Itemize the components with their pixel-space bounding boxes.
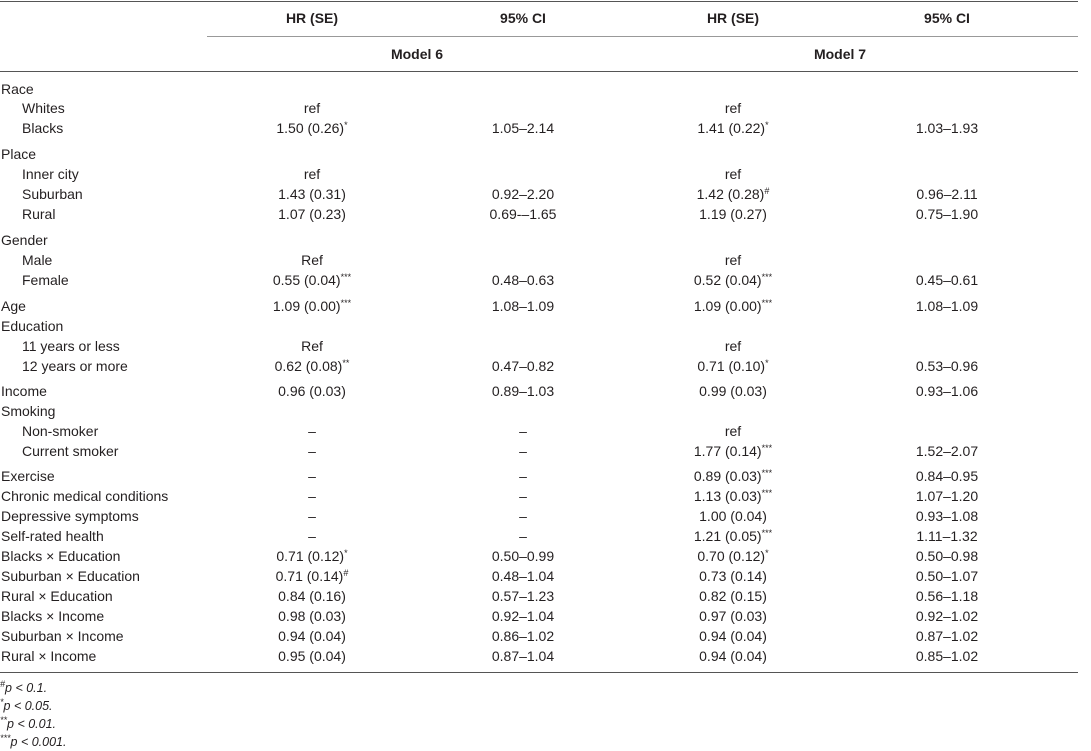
cell-hr7 xyxy=(699,586,767,606)
cell-value: – xyxy=(519,443,527,459)
cell-value: 1.03–1.93 xyxy=(915,120,979,136)
cell-value: 0.45–0.61 xyxy=(915,272,979,288)
cell-value: 0.93–1.08 xyxy=(915,508,979,524)
cell-hr6 xyxy=(308,421,316,441)
row-label: Rural xyxy=(22,206,56,222)
cell-hr6 xyxy=(276,566,349,586)
cell-ci7 xyxy=(916,526,977,546)
significance-marker: # xyxy=(764,186,770,196)
cell-ci6 xyxy=(492,626,554,646)
cell-value: 0.89 (0.03) xyxy=(693,468,762,484)
cell-ci7 xyxy=(916,606,978,626)
cell-value: 0.89–1.03 xyxy=(491,383,555,399)
cell-hr7 xyxy=(699,381,767,401)
footnote-text: p < 0.01. xyxy=(7,717,57,731)
cell-value: 0.57–1.23 xyxy=(491,588,555,604)
row-label: Place xyxy=(1,146,37,162)
cell-hr7 xyxy=(699,566,767,586)
cell-hr7 xyxy=(725,98,741,118)
footnote-symbol: * xyxy=(0,697,4,707)
cell-hr6 xyxy=(278,626,346,646)
row-label: Inner city xyxy=(22,166,79,182)
cell-hr6 xyxy=(301,250,323,270)
row-label: Age xyxy=(1,298,26,314)
cell-value: 0.75–1.90 xyxy=(915,206,979,222)
cell-value: 1.21 (0.05) xyxy=(693,528,762,544)
top-rule xyxy=(0,1,1078,2)
footnote-symbol: # xyxy=(0,679,6,689)
cell-hr6 xyxy=(278,381,346,401)
cell-value: ref xyxy=(303,100,321,116)
row-label: Gender xyxy=(1,232,48,248)
cell-value: 0.95 (0.04) xyxy=(278,648,346,664)
cell-hr7 xyxy=(699,646,767,666)
header-ci-model7: 95% CI xyxy=(924,10,970,26)
cell-value: – xyxy=(308,423,316,439)
cell-value: 0.56–1.18 xyxy=(915,588,979,604)
model6-label: Model 6 xyxy=(390,46,444,62)
row-label: Race xyxy=(1,81,34,97)
cell-ci7 xyxy=(916,381,978,401)
cell-value: 0.71 (0.14) xyxy=(275,568,344,584)
cell-value: ref xyxy=(724,423,742,439)
row-label: Depressive symptoms xyxy=(1,508,139,524)
cell-ci6 xyxy=(519,486,527,506)
cell-value: 0.86–1.02 xyxy=(491,628,555,644)
cell-value: 0.94 (0.04) xyxy=(278,628,346,644)
cell-value: ref xyxy=(724,100,742,116)
significance-marker: * xyxy=(344,548,348,558)
cell-value: – xyxy=(519,508,527,524)
cell-ci7 xyxy=(916,566,978,586)
cell-ci6 xyxy=(519,466,527,486)
cell-hr6 xyxy=(278,606,346,626)
cell-value: 0.71 (0.12) xyxy=(276,548,345,564)
cell-ci7 xyxy=(916,270,978,290)
cell-value: ref xyxy=(724,166,742,182)
cell-value: 0.87–1.02 xyxy=(915,628,979,644)
cell-value: 0.47–0.82 xyxy=(491,358,555,374)
cell-hr7 xyxy=(697,356,768,376)
row-label: 12 years or more xyxy=(22,358,128,374)
cell-value: 0.82 (0.15) xyxy=(699,588,767,604)
row-label: Blacks xyxy=(22,120,64,136)
cell-hr6 xyxy=(304,98,320,118)
footnote-symbol: *** xyxy=(0,733,11,743)
cell-value: 1.41 (0.22) xyxy=(697,120,766,136)
cell-value: Ref xyxy=(301,252,323,268)
cell-hr7 xyxy=(699,506,767,526)
cell-value: 0.50–0.98 xyxy=(915,548,979,564)
significance-marker: *** xyxy=(761,298,773,308)
cell-hr6 xyxy=(276,546,347,566)
cell-value: 0.73 (0.14) xyxy=(699,568,767,584)
significance-marker: * xyxy=(765,120,769,130)
cell-hr7 xyxy=(694,296,772,316)
row-label: Smoking xyxy=(1,403,56,419)
cell-value: 0.53–0.96 xyxy=(915,358,979,374)
cell-hr7 xyxy=(697,184,770,204)
footnote xyxy=(0,697,53,715)
cell-value: 0.96 (0.03) xyxy=(278,383,346,399)
cell-ci7 xyxy=(916,184,977,204)
cell-hr7 xyxy=(697,118,768,138)
significance-marker: # xyxy=(343,568,349,578)
row-label: Male xyxy=(22,252,53,268)
cell-value: 1.07–1.20 xyxy=(915,488,979,504)
cell-hr7 xyxy=(699,606,767,626)
cell-value: – xyxy=(308,488,316,504)
cell-ci7 xyxy=(916,626,978,646)
cell-ci7 xyxy=(916,441,978,461)
cell-ci7 xyxy=(916,356,978,376)
cell-value: 0.93–1.06 xyxy=(915,383,979,399)
significance-marker: *** xyxy=(761,488,773,498)
cell-hr7 xyxy=(725,421,741,441)
cell-value: 1.11–1.32 xyxy=(916,528,978,544)
cell-value: 1.08–1.09 xyxy=(915,298,979,314)
significance-marker: *** xyxy=(761,468,773,478)
cell-value: 1.52–2.07 xyxy=(915,443,979,459)
header-hr-model6: HR (SE) xyxy=(285,10,339,26)
cell-value: – xyxy=(519,488,527,504)
cell-value: 0.84–0.95 xyxy=(915,468,979,484)
cell-value: ref xyxy=(724,338,742,354)
row-label: Rural × Education xyxy=(1,588,113,604)
row-label: Exercise xyxy=(1,468,55,484)
row-label: Education xyxy=(1,318,64,334)
row-label: Blacks × Education xyxy=(1,548,121,564)
header-mid-rule xyxy=(207,36,1078,37)
footnote xyxy=(0,679,47,697)
cell-value: – xyxy=(308,468,316,484)
cell-value: Ref xyxy=(301,338,323,354)
significance-marker: * xyxy=(765,548,769,558)
footnote-text: p < 0.1. xyxy=(5,681,48,695)
cell-hr6 xyxy=(276,118,347,138)
cell-value: 0.98 (0.03) xyxy=(278,608,346,624)
cell-hr7 xyxy=(699,626,767,646)
cell-hr7 xyxy=(699,204,767,224)
footnote-text: p < 0.001. xyxy=(10,735,67,749)
cell-hr6 xyxy=(273,270,351,290)
cell-value: 1.43 (0.31) xyxy=(278,186,346,202)
cell-ci7 xyxy=(916,586,978,606)
cell-value: 1.08–1.09 xyxy=(491,298,555,314)
footnote-symbol: ** xyxy=(0,715,8,725)
footnote-text: p < 0.05. xyxy=(3,699,53,713)
significance-marker: *** xyxy=(340,298,352,308)
cell-ci7 xyxy=(916,486,978,506)
cell-value: – xyxy=(308,508,316,524)
cell-value: 0.55 (0.04) xyxy=(272,272,341,288)
cell-value: – xyxy=(519,528,527,544)
cell-value: 0.85–1.02 xyxy=(915,648,979,664)
cell-ci6 xyxy=(490,204,557,224)
cell-value: – xyxy=(308,443,316,459)
cell-value: 1.00 (0.04) xyxy=(699,508,767,524)
cell-hr6 xyxy=(278,586,346,606)
cell-hr6 xyxy=(308,506,316,526)
cell-value: 0.48–1.04 xyxy=(491,568,555,584)
cell-value: – xyxy=(308,528,316,544)
cell-ci7 xyxy=(916,506,978,526)
cell-ci6 xyxy=(492,646,554,666)
cell-value: 1.09 (0.00) xyxy=(693,298,762,314)
cell-hr6 xyxy=(278,184,346,204)
cell-hr6 xyxy=(273,296,351,316)
significance-marker: ** xyxy=(342,358,350,368)
significance-marker: *** xyxy=(761,272,773,282)
row-label: Suburban × Education xyxy=(1,568,140,584)
cell-hr7 xyxy=(697,546,768,566)
cell-value: 1.77 (0.14) xyxy=(693,443,762,459)
cell-value: 1.42 (0.28) xyxy=(696,186,765,202)
cell-ci6 xyxy=(519,506,527,526)
footnote xyxy=(0,715,56,733)
cell-value: – xyxy=(519,423,527,439)
footnote xyxy=(0,733,66,751)
cell-ci7 xyxy=(916,118,978,138)
cell-ci6 xyxy=(519,421,527,441)
header-hr-model7: HR (SE) xyxy=(706,10,760,26)
row-label: Female xyxy=(22,272,69,288)
cell-value: 0.50–0.99 xyxy=(491,548,555,564)
cell-hr6 xyxy=(301,336,323,356)
significance-marker: * xyxy=(765,358,769,368)
cell-hr6 xyxy=(278,204,346,224)
cell-value: 0.99 (0.03) xyxy=(699,383,767,399)
cell-value: 0.87–1.04 xyxy=(491,648,555,664)
cell-hr7 xyxy=(694,441,772,461)
row-label: Whites xyxy=(22,100,65,116)
row-label: Suburban × Income xyxy=(1,628,124,644)
cell-ci6 xyxy=(492,546,554,566)
cell-ci6 xyxy=(492,118,554,138)
row-label: Suburban xyxy=(22,186,83,202)
cell-hr6 xyxy=(308,441,316,461)
header-bottom-rule xyxy=(0,71,1078,72)
cell-ci6 xyxy=(492,356,554,376)
cell-value: 1.09 (0.00) xyxy=(272,298,341,314)
significance-marker: *** xyxy=(761,443,773,453)
cell-hr6 xyxy=(308,466,316,486)
cell-value: 0.97 (0.03) xyxy=(699,608,767,624)
cell-hr7 xyxy=(694,466,772,486)
cell-ci6 xyxy=(519,441,527,461)
cell-ci6 xyxy=(492,606,554,626)
row-label: Non-smoker xyxy=(22,423,99,439)
significance-marker: *** xyxy=(340,272,352,282)
cell-value: 0.50–1.07 xyxy=(915,568,979,584)
header-ci-model6: 95% CI xyxy=(500,10,546,26)
cell-value: 0.70 (0.12) xyxy=(697,548,766,564)
cell-ci7 xyxy=(916,296,978,316)
cell-ci6 xyxy=(492,296,554,316)
cell-value: 0.96–2.11 xyxy=(916,186,978,202)
cell-value: 1.19 (0.27) xyxy=(699,206,767,222)
significance-marker: *** xyxy=(761,528,773,538)
cell-hr7 xyxy=(694,486,772,506)
bottom-rule xyxy=(0,672,1078,673)
cell-value: 1.07 (0.23) xyxy=(278,206,346,222)
cell-value: 0.92–1.02 xyxy=(915,608,979,624)
cell-ci6 xyxy=(492,270,554,290)
row-label: Current smoker xyxy=(22,443,119,459)
row-label: Rural × Income xyxy=(1,648,97,664)
cell-hr6 xyxy=(304,164,320,184)
cell-hr7 xyxy=(725,250,741,270)
cell-hr7 xyxy=(725,164,741,184)
row-label: Self-rated health xyxy=(1,528,104,544)
row-label: 11 years or less xyxy=(22,338,120,354)
significance-marker: * xyxy=(344,120,348,130)
cell-hr7 xyxy=(694,526,772,546)
row-label: Blacks × Income xyxy=(1,608,105,624)
cell-ci6 xyxy=(492,586,554,606)
cell-value: 0.52 (0.04) xyxy=(693,272,762,288)
cell-ci6 xyxy=(492,184,554,204)
cell-value: 0.84 (0.16) xyxy=(278,588,346,604)
model7-label: Model 7 xyxy=(813,46,867,62)
cell-value: 0.62 (0.08) xyxy=(274,358,343,374)
cell-value: 0.48–0.63 xyxy=(491,272,555,288)
cell-ci6 xyxy=(492,381,554,401)
row-label: Income xyxy=(1,383,47,399)
cell-ci7 xyxy=(916,204,978,224)
cell-value: 0.92–2.20 xyxy=(491,186,555,202)
cell-hr6 xyxy=(275,356,350,376)
cell-value: – xyxy=(519,468,527,484)
cell-hr6 xyxy=(308,486,316,506)
cell-value: 1.13 (0.03) xyxy=(693,488,762,504)
cell-value: 0.71 (0.10) xyxy=(697,358,766,374)
cell-ci6 xyxy=(519,526,527,546)
cell-value: 0.94 (0.04) xyxy=(699,648,767,664)
cell-value: 0.94 (0.04) xyxy=(699,628,767,644)
cell-hr6 xyxy=(278,646,346,666)
cell-ci6 xyxy=(492,566,554,586)
cell-hr6 xyxy=(308,526,316,546)
cell-value: 0.92–1.04 xyxy=(491,608,555,624)
cell-value: 1.50 (0.26) xyxy=(276,120,345,136)
row-label: Chronic medical conditions xyxy=(1,488,169,504)
cell-ci7 xyxy=(916,546,978,566)
cell-hr7 xyxy=(725,336,741,356)
cell-ci7 xyxy=(916,466,978,486)
cell-value: ref xyxy=(724,252,742,268)
cell-value: 0.69-–1.65 xyxy=(489,206,557,222)
cell-hr7 xyxy=(694,270,772,290)
cell-value: 1.05–2.14 xyxy=(491,120,555,136)
cell-ci7 xyxy=(916,646,978,666)
cell-value: ref xyxy=(303,166,321,182)
